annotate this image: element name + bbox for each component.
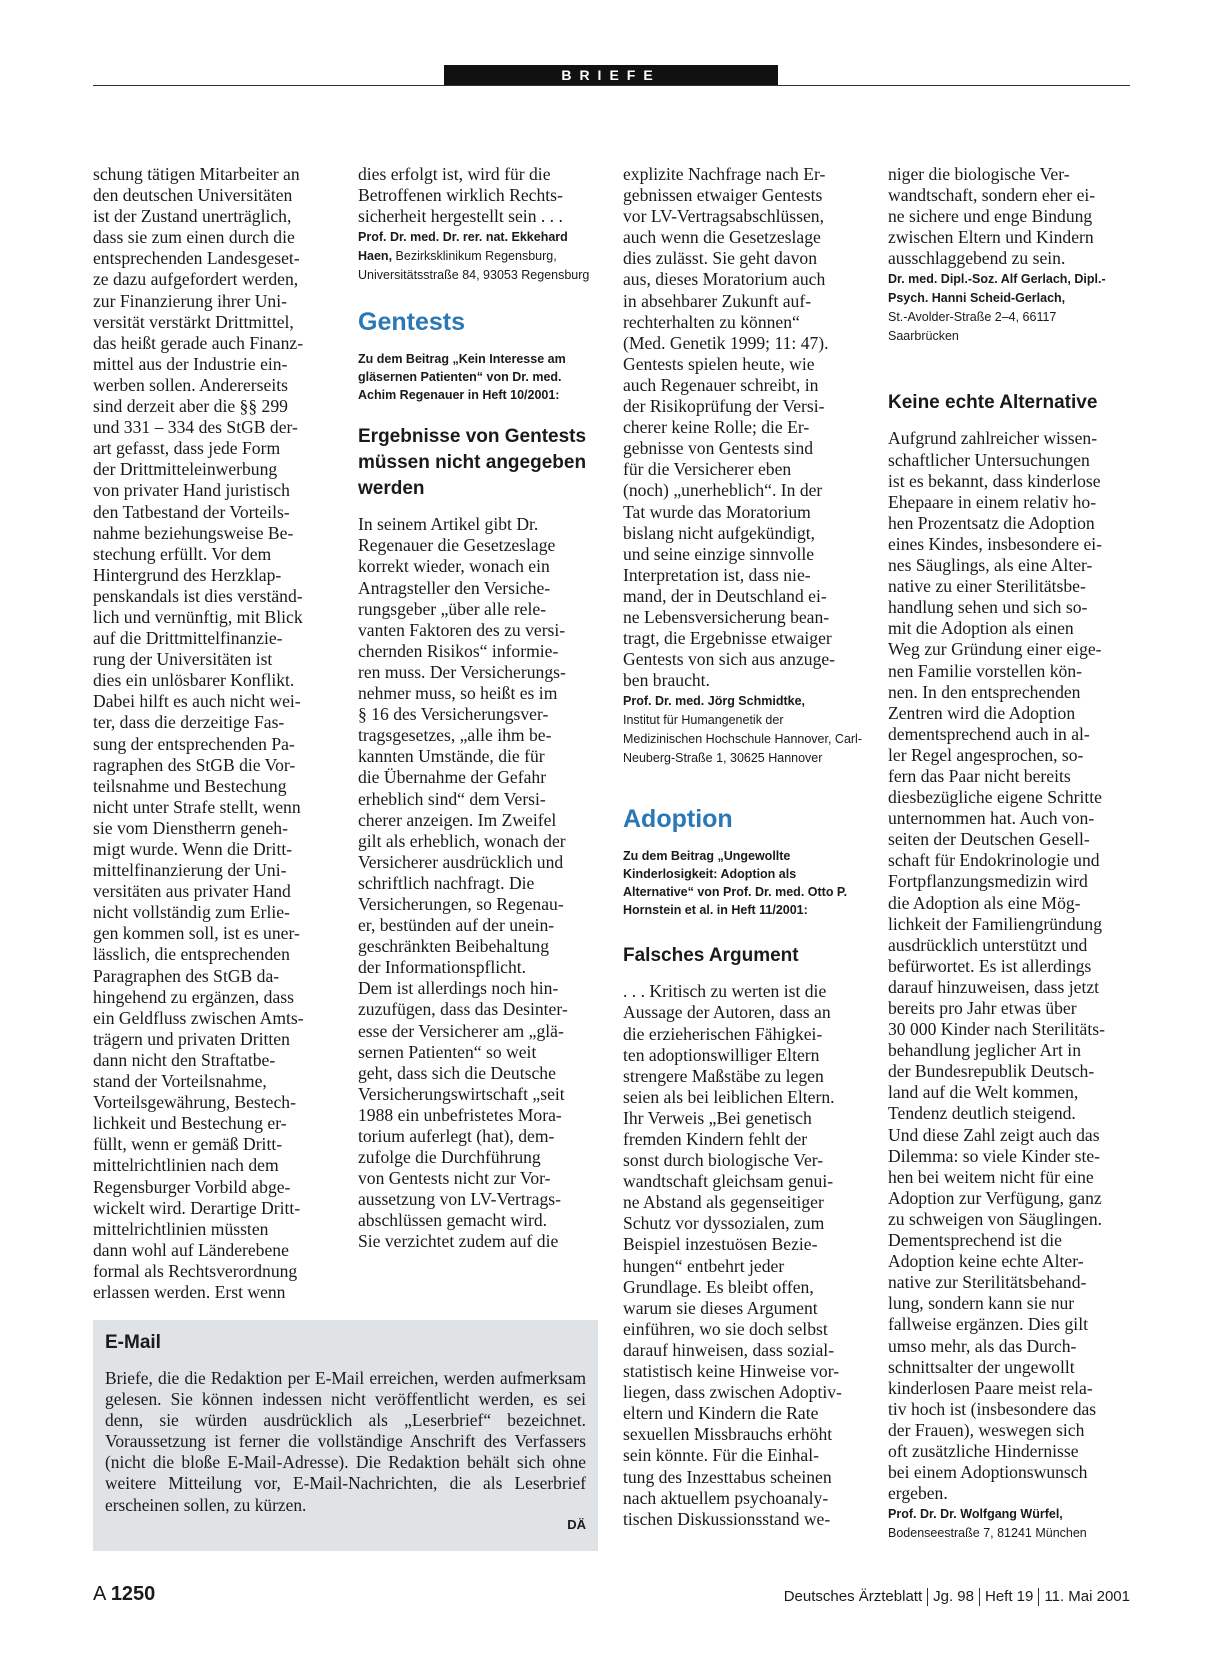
text-line: 30 000 Kinder nach Sterilitäts- bbox=[888, 1019, 1105, 1040]
text-line: mittelfinanzierung der Uni- bbox=[93, 860, 287, 881]
text-line: handlung sehen und sich so- bbox=[888, 597, 1088, 618]
text-line: Hintergrund des Herzklap- bbox=[93, 564, 282, 585]
col3-body-2 bbox=[623, 981, 863, 1529]
text-line: Versicherer ausdrücklich und bbox=[358, 851, 564, 872]
text-line: penskandals ist dies verständ- bbox=[93, 585, 303, 606]
text-line: abschlüssen gemacht wird. bbox=[358, 1210, 548, 1231]
text-line: die erzieherischen Fähigkei- bbox=[623, 1023, 823, 1044]
page-prefix: A bbox=[93, 1583, 106, 1605]
text-line: gen kommen soll, ist es uner- bbox=[93, 923, 300, 944]
text-line: behandlung jeglicher Art in bbox=[888, 1040, 1081, 1061]
text-line: dann wohl auf Länderebene bbox=[93, 1239, 289, 1260]
text-line: von privater Hand juristisch bbox=[93, 480, 290, 501]
text-line: rung der Universitäten ist bbox=[93, 649, 273, 670]
text-line: seien als bei leiblichen Eltern. bbox=[623, 1086, 835, 1107]
text-line: lässlich, die entsprechenden bbox=[93, 944, 290, 965]
text-line: Tendenz deutlich steigend. bbox=[888, 1103, 1076, 1124]
text-line: erheblich sind“ dem Versi- bbox=[358, 788, 546, 809]
text-line: sind derzeit aber die §§ 299 bbox=[93, 396, 288, 417]
text-line: cherer anzeigen. Im Zweifel bbox=[358, 809, 557, 830]
signature-name: Dr. med. Dipl.-Soz. Alf Gerlach, Dipl.-Psych. Hanni Scheid-Gerlach, bbox=[888, 272, 1106, 306]
text-line: vanten Faktoren des zu versi- bbox=[358, 619, 566, 640]
section-title-adoption: Adoption bbox=[623, 805, 733, 834]
text-line: sie vom Dienstherrn geneh- bbox=[93, 817, 288, 838]
text-line: eltern und Kindern die Rate bbox=[623, 1403, 819, 1424]
text-line: Vorteilsgewährung, Bestech- bbox=[93, 1092, 296, 1113]
text-line: zufolge die Durchführung bbox=[358, 1147, 541, 1168]
text-line: auch Regenauer schreibt, in bbox=[623, 374, 819, 395]
text-line: eines Kindes, insbesondere ei- bbox=[888, 533, 1102, 554]
text-line: Versicherungen, so Regenau- bbox=[358, 893, 564, 914]
text-line: unternommen hat. Auch von- bbox=[888, 808, 1095, 829]
text-line: bereits pro Jahr etwas über bbox=[888, 998, 1077, 1018]
text-line: Versicherungswirtschaft „seit bbox=[358, 1083, 565, 1104]
text-line: gebnisse von Gentests sind bbox=[623, 438, 814, 459]
text-line: schnittsalter der ungewollt bbox=[888, 1356, 1075, 1377]
text-line: der Bundesrepublik Deutsch- bbox=[888, 1061, 1095, 1082]
text-line: rungsgeber „über alle rele- bbox=[358, 598, 547, 619]
text-line: zuzufügen, dass das Desinter- bbox=[358, 999, 568, 1020]
text-line: strengere Maßstäbe zu legen bbox=[623, 1065, 824, 1086]
text-line: Dilemma: so viele Kinder ste- bbox=[888, 1145, 1101, 1166]
text-line: ler Regel angesprochen, so- bbox=[888, 744, 1084, 765]
text-line: dass sie zum einen durch die bbox=[93, 227, 295, 248]
column-4 bbox=[888, 164, 1130, 1543]
text-line: von Gentests nicht zur Vor- bbox=[358, 1168, 551, 1189]
journal-name: Deutsches Ärzteblatt bbox=[783, 1588, 923, 1605]
text-line: und 331 – 334 des StGB der- bbox=[93, 417, 298, 438]
text-line: einführen, wo sie doch selbst bbox=[623, 1318, 828, 1339]
text-line: tiv hoch ist (insbesondere das bbox=[888, 1398, 1097, 1419]
col1-body bbox=[93, 164, 333, 1303]
text-line: esse der Versicherer am „glä- bbox=[358, 1020, 564, 1041]
text-line: tragsgesetzes, „alle ihm be- bbox=[358, 725, 552, 746]
text-line: füllt, wenn er gemäß Dritt- bbox=[93, 1134, 283, 1155]
text-line: lung, sondern kann sie nur bbox=[888, 1293, 1075, 1314]
letter-headline: Ergebnisse von Gentests müssen nicht angegeben werden bbox=[358, 426, 587, 500]
text-line: ne Abstand als gegenseitiger bbox=[623, 1192, 824, 1213]
text-line: art gefasst, dass jede Form bbox=[93, 438, 281, 459]
text-line: aus, dieses Moratorium auch bbox=[623, 269, 826, 290]
text-line: ter, dass die derzeitige Fas- bbox=[93, 712, 285, 733]
column-1 bbox=[93, 164, 333, 1303]
text-line: ten adoptionswilliger Eltern bbox=[623, 1044, 820, 1065]
text-line: mand, der in Deutschland ei- bbox=[623, 585, 827, 606]
text-line: formal als Rechtsverordnung bbox=[93, 1260, 298, 1281]
text-line: chernden Risikos“ informie- bbox=[358, 640, 559, 661]
text-line: migt wurde. Wenn die Dritt- bbox=[93, 839, 293, 859]
signature-name: Prof. Dr. med. Jörg Schmidtke, bbox=[623, 694, 805, 709]
text-line: liegen, dass zwischen Adoptiv- bbox=[623, 1382, 842, 1403]
text-line: Sie verzichtet zudem auf die bbox=[358, 1231, 559, 1252]
text-line: hen Prozentsatz die Adoption bbox=[888, 512, 1095, 533]
article-reference: Zu dem Beitrag „Ungewollte Kinderlosigkeit: Adoption als Alternative“ von Prof. Dr. med. Otto P. Hornstein et al. in Heft 11/2001: bbox=[623, 849, 848, 918]
text-line: Regenauer die Gesetzeslage bbox=[358, 535, 556, 556]
journal-info bbox=[784, 1588, 1130, 1606]
separator bbox=[1038, 1588, 1039, 1606]
text-line: Gentests spielen heute, wie bbox=[623, 353, 815, 374]
text-line: statistisch keine Hinweise vor- bbox=[623, 1361, 840, 1382]
text-line: schriftlich nachfragt. Die bbox=[358, 872, 535, 893]
text-line: die Adoption als eine Mög- bbox=[888, 892, 1081, 913]
text-line: hingehend zu ergänzen, dass bbox=[93, 986, 294, 1007]
text-line: ausdrücklich unterstützt und bbox=[888, 934, 1088, 955]
text-line: Adoption zur Verfügung, ganz bbox=[888, 1187, 1102, 1208]
email-notice-author: DÄ bbox=[567, 1517, 586, 1532]
text-line: ze dazu aufgefordert werden, bbox=[93, 269, 299, 290]
text-line: versität verstärkt Drittmittel, bbox=[93, 311, 294, 332]
text-line: Dem ist allerdings noch hin- bbox=[358, 978, 559, 999]
text-line: stand der Vorteilsnahme, bbox=[93, 1071, 267, 1092]
letter-headline: Falsches Argument bbox=[623, 945, 799, 967]
text-line: nehmer muss, so heißt es im bbox=[358, 683, 558, 704]
text-line: zur Finanzierung ihrer Uni- bbox=[93, 290, 287, 311]
text-line: der Informationspflicht. bbox=[358, 957, 527, 978]
text-line: geht, dass sich die Deutsche bbox=[358, 1062, 556, 1083]
text-line: werben sollen. Andererseits bbox=[93, 374, 288, 395]
text-line: wickelt wird. Derartige Dritt- bbox=[93, 1197, 301, 1218]
text-line: mittelrichtlinien müssten bbox=[93, 1218, 269, 1239]
text-line: diesbezügliche eigene Schritte bbox=[888, 787, 1102, 808]
text-line: (noch) „unerheblich“. In der bbox=[623, 480, 823, 501]
text-line: torium auferlegt (hat), dem- bbox=[358, 1126, 555, 1146]
text-line: zu schweigen von Säuglingen. bbox=[888, 1208, 1103, 1229]
text-line: lich und vernünftig, mit Blick bbox=[93, 606, 303, 627]
col4-signature-2 bbox=[888, 1505, 1130, 1543]
text-line: schaftlicher Untersuchungen bbox=[888, 449, 1090, 470]
text-line: Adoption keine echte Alter- bbox=[888, 1251, 1084, 1272]
text-line: aussetzung von LV-Vertrags- bbox=[358, 1189, 561, 1210]
col3-body bbox=[623, 164, 863, 691]
text-line: sung der entsprechenden Pa- bbox=[93, 733, 295, 754]
text-line: ben braucht. bbox=[623, 670, 710, 691]
text-line: Betroffenen wirklich Rechts- bbox=[358, 185, 563, 206]
text-line: Aussage der Autoren, dass an bbox=[623, 1002, 831, 1023]
text-line: schaft für Endokrinologie und bbox=[888, 850, 1100, 871]
text-line: dementsprechend auch in al- bbox=[888, 723, 1090, 744]
text-line: und seine einzige sinnvolle bbox=[623, 543, 815, 564]
text-line: stechung erfüllt. Vor dem bbox=[93, 543, 272, 564]
page-number bbox=[93, 1583, 155, 1606]
text-line: fremden Kindern fehlt der bbox=[623, 1129, 808, 1149]
email-notice-box bbox=[93, 1320, 598, 1551]
text-line: lichkeit der Familiengründung bbox=[888, 913, 1103, 934]
text-line: sein könnte. Für die Einhal- bbox=[623, 1445, 819, 1466]
signature-address: Institut für Humangenetik der Medizinischen Hochschule Hannover, Carl-Neuberg-Straße 1, 30625 Hannover bbox=[623, 713, 863, 766]
col4-signature-1 bbox=[888, 270, 1130, 346]
journal-issue: Heft 19 bbox=[985, 1588, 1034, 1605]
text-line: darauf hinweisen, dass sozial- bbox=[623, 1339, 835, 1360]
text-line: fallweise ergänzen. Dies gilt bbox=[888, 1314, 1088, 1335]
text-line: tragt, die Ergebnisse etwaiger bbox=[623, 628, 832, 649]
text-line: (Med. Genetik 1999; 11: 47). bbox=[623, 332, 829, 353]
text-line: lichkeit und Bestechung er- bbox=[93, 1113, 287, 1134]
text-line: Ehepaare in einem relativ ho- bbox=[888, 491, 1097, 512]
text-line: nach aktuellem psychoanaly- bbox=[623, 1487, 829, 1508]
text-line: niger die biologische Ver- bbox=[888, 164, 1070, 184]
text-line: Antragsteller den Versiche- bbox=[358, 577, 551, 598]
col3-signature bbox=[623, 692, 863, 768]
signature-name: Prof. Dr. Dr. Wolfgang Würfel, bbox=[888, 1507, 1063, 1522]
text-line: entsprechenden Landesgeset- bbox=[93, 248, 300, 269]
text-line: Weg zur Gründung einer eige- bbox=[888, 639, 1102, 660]
text-line: die Übernahme der Gefahr bbox=[358, 767, 547, 788]
text-line: nahme beziehungsweise Be- bbox=[93, 522, 294, 543]
text-line: tischen Diskussionsstand we- bbox=[623, 1508, 831, 1529]
text-line: ausschlaggebend zu sein. bbox=[888, 248, 1066, 269]
text-line: darauf hinzuweisen, dass jetzt bbox=[888, 976, 1100, 997]
text-line: kannten Umstände, die für bbox=[358, 746, 545, 767]
signature-address: Bodenseestraße 7, 81241 München bbox=[888, 1526, 1087, 1541]
letter-headline: Keine echte Alternative bbox=[888, 392, 1098, 414]
text-line: kinderlosen Paare meist rela- bbox=[888, 1377, 1093, 1398]
text-line: Ihr Verweis „Bei genetisch bbox=[623, 1107, 812, 1128]
text-line: er, bestünden auf der unein- bbox=[358, 915, 555, 936]
text-line: ist der Zustand unerträglich, bbox=[93, 206, 292, 227]
text-line: oft zusätzliche Hindernisse bbox=[888, 1440, 1079, 1461]
text-line: teilsnahme und Bestechung bbox=[93, 775, 287, 796]
text-line: der Frauen), weswegen sich bbox=[888, 1419, 1085, 1440]
text-line: umso mehr, als das Durch- bbox=[888, 1335, 1077, 1356]
text-line: dies erfolgt ist, wird für die bbox=[358, 164, 551, 184]
text-line: seiten der Deutschen Gesell- bbox=[888, 829, 1090, 850]
section-title-gentests: Gentests bbox=[358, 308, 465, 337]
text-line: Fortpflanzungsmedizin wird bbox=[888, 871, 1088, 892]
text-line: Dabei hilft es auch nicht wei- bbox=[93, 691, 301, 712]
text-line: Interpretation ist, dass nie- bbox=[623, 564, 811, 585]
text-line: bei einem Adoptionswunsch bbox=[888, 1462, 1088, 1483]
header-rule bbox=[93, 85, 1130, 86]
text-line: dann nicht den Straftatbe- bbox=[93, 1049, 276, 1070]
text-line: sernen Patienten“ so weit bbox=[358, 1041, 537, 1062]
text-line: Beispiel inzestuösen Bezie- bbox=[623, 1234, 818, 1255]
col4-body bbox=[888, 428, 1130, 1504]
text-line: ne Lebensversicherung bean- bbox=[623, 606, 830, 627]
text-line: korrekt wieder, wonach ein bbox=[358, 556, 550, 577]
text-line: geschränkten Beibehaltung bbox=[358, 936, 550, 957]
signature-address: Bezirksklinikum Regensburg, Universitätsstraße 84, 93053 Regensburg bbox=[358, 249, 590, 283]
text-line: fern das Paar nicht bereits bbox=[888, 765, 1071, 786]
journal-volume: Jg. 98 bbox=[933, 1588, 974, 1605]
text-line: befürwortet. Es ist allerdings bbox=[888, 955, 1092, 976]
text-line: Paragraphen des StGB da- bbox=[93, 965, 280, 986]
text-line: versitäten aus privater Hand bbox=[93, 881, 291, 902]
text-line: ergeben. bbox=[888, 1483, 948, 1504]
separator bbox=[927, 1588, 928, 1606]
text-line: Regensburger Vorbild abge- bbox=[93, 1176, 291, 1197]
text-line: auch wenn die Gesetzeslage bbox=[623, 227, 821, 248]
text-line: wandtschaft, sondern eher ei- bbox=[888, 185, 1096, 206]
page-num: 1250 bbox=[110, 1583, 156, 1605]
text-line: zwischen Eltern und Kindern bbox=[888, 227, 1094, 248]
text-line: land auf die Welt kommen, bbox=[888, 1082, 1079, 1103]
column-2 bbox=[358, 164, 598, 1253]
text-line: mittelrichtlinien nach dem bbox=[93, 1155, 279, 1176]
text-line: tung des Inzesttabus scheinen bbox=[623, 1466, 832, 1487]
text-line: ren muss. Der Versicherungs- bbox=[358, 661, 566, 682]
text-line: nicht vollständig zum Erlie- bbox=[93, 902, 290, 923]
text-line: den deutschen Universitäten bbox=[93, 185, 293, 206]
text-line: dies zulässt. Sie geht davon bbox=[623, 248, 817, 269]
text-line: Aufgrund zahlreicher wissen- bbox=[888, 428, 1098, 449]
text-line: sexuellen Missbrauchs erhöht bbox=[623, 1424, 833, 1445]
text-line: nicht unter Strafe stellt, wenn bbox=[93, 796, 301, 817]
text-line: nen. In den entsprechenden bbox=[888, 681, 1081, 702]
text-line: der Drittmitteleinwerbung bbox=[93, 459, 278, 480]
text-line: cherer keine Rolle; die Er- bbox=[623, 417, 810, 438]
text-line: . . . Kritisch zu werten ist die bbox=[623, 981, 827, 1002]
text-line: Schutz vor dyssozialen, zum bbox=[623, 1213, 825, 1234]
text-line: Dementsprechend ist die bbox=[888, 1230, 1062, 1251]
article-reference: Zu dem Beitrag „Kein Interesse am gläsernen Patienten“ von Dr. med. Achim Regenauer in Heft 10/2001: bbox=[358, 352, 566, 403]
email-notice-title: E-Mail bbox=[105, 1332, 161, 1353]
separator bbox=[979, 1588, 980, 1606]
text-line: explizite Nachfrage nach Er- bbox=[623, 164, 826, 184]
text-line: mit die Adoption als einen bbox=[888, 618, 1074, 639]
column-3 bbox=[623, 164, 863, 1530]
text-line: hungen“ entbehrt jeder bbox=[623, 1255, 785, 1276]
text-line: 1988 ein unbefristetes Mora- bbox=[358, 1104, 562, 1125]
journal-date: 11. Mai 2001 bbox=[1044, 1588, 1130, 1605]
text-line: trägern und privaten Dritten bbox=[93, 1028, 290, 1049]
col4-lead bbox=[888, 164, 1130, 269]
text-line: Tat wurde das Moratorium bbox=[623, 501, 811, 522]
section-label: BRIEFE bbox=[444, 65, 778, 85]
text-line: vor LV-Vertragsabschlüssen, bbox=[623, 206, 824, 227]
email-notice-body: Briefe, die die Redaktion per E-Mail erreichen, werden aufmerksam gelesen. Sie können indessen nicht veröffentlicht werden, es sei denn, sie würden ausdrücklich als „Leserbrief“ bezeichnet. Voraussetzung ist ferner die vollständige Anschrift des Verfassers (nicht die bloße E-Mail-Adresse). Die Redaktion behält sich ohne weitere Mitteilung vor, E-Mail-Nachrichten, die als Leserbrief erscheinen sollen, zu kürzen. bbox=[105, 1368, 586, 1515]
text-line: schung tätigen Mitarbeiter an bbox=[93, 164, 300, 184]
text-line: Zentren wird die Adoption bbox=[888, 702, 1076, 723]
text-line: native zur Sterilitätsbehand- bbox=[888, 1272, 1087, 1293]
text-line: warum sie dieses Argument bbox=[623, 1297, 818, 1318]
text-line: erlassen werden. Erst wenn bbox=[93, 1281, 286, 1302]
col2-body bbox=[358, 514, 598, 1252]
text-line: sonst durch biologische Ver- bbox=[623, 1150, 824, 1171]
text-line: den Tatbestand der Vorteils- bbox=[93, 501, 290, 522]
text-line: rechterhalten zu können“ bbox=[623, 311, 800, 332]
text-line: in absehbarer Zukunft auf- bbox=[623, 290, 812, 311]
text-line: dies ein unlösbarer Konflikt. bbox=[93, 670, 295, 691]
text-line: native zu einer Sterilitätsbe- bbox=[888, 576, 1086, 597]
text-line: sicherheit hergestellt sein . . . bbox=[358, 206, 563, 227]
text-line: § 16 des Versicherungsver- bbox=[358, 704, 549, 725]
text-line: nes Säuglings, als eine Alter- bbox=[888, 555, 1093, 576]
text-line: Gentests von sich aus anzuge- bbox=[623, 649, 836, 670]
text-line: Grundlage. Es bleibt offen, bbox=[623, 1276, 814, 1297]
text-line: ne sichere und enge Bindung bbox=[888, 206, 1093, 227]
col2-lead bbox=[358, 164, 598, 227]
text-line: der Risikoprüfung der Versi- bbox=[623, 396, 825, 417]
text-line: nen Familie vorstellen kön- bbox=[888, 660, 1082, 681]
text-line: das heißt gerade auch Finanz- bbox=[93, 332, 304, 353]
text-line: mittel aus der Industrie ein- bbox=[93, 353, 288, 374]
col2-signature bbox=[358, 228, 598, 285]
text-line: ist es bekannt, dass kinderlose bbox=[888, 470, 1101, 491]
text-line: gilt als erheblich, wonach der bbox=[358, 830, 566, 851]
signature-address: St.-Avolder-Straße 2–4, 66117 Saarbrücken bbox=[888, 310, 1057, 344]
text-line: ragraphen des StGB die Vor- bbox=[93, 754, 296, 775]
text-line: hen bei weitem nicht für eine bbox=[888, 1166, 1094, 1187]
text-line: auf die Drittmittelfinanzie- bbox=[93, 628, 283, 649]
text-line: bislang nicht aufgekündigt, bbox=[623, 522, 816, 543]
text-line: ein Geldfluss zwischen Amts- bbox=[93, 1007, 304, 1028]
text-line: Und diese Zahl zeigt auch das bbox=[888, 1124, 1100, 1145]
text-line: gebnissen etwaiger Gentests bbox=[623, 185, 823, 206]
text-line: für die Versicherer eben bbox=[623, 459, 792, 480]
text-line: wandtschaft gleichsam genui- bbox=[623, 1171, 834, 1192]
signature-name: Prof. Dr. med. Dr. rer. nat. Ekkehard Haen, bbox=[358, 230, 568, 264]
text-line: In seinem Artikel gibt Dr. bbox=[358, 514, 539, 535]
